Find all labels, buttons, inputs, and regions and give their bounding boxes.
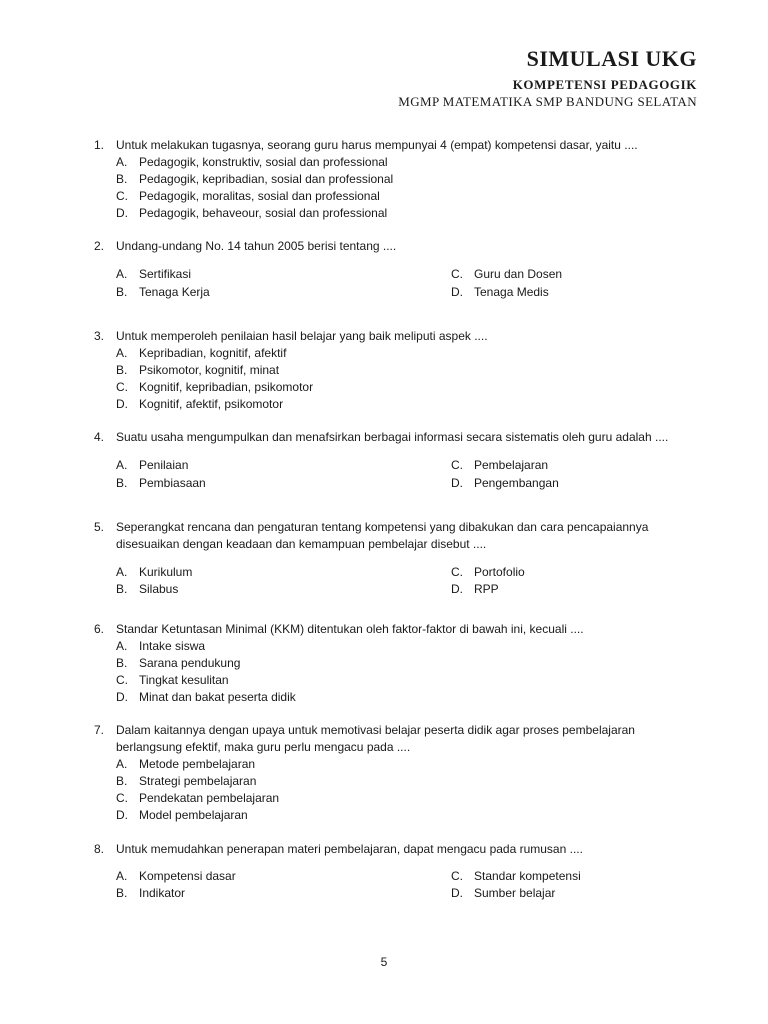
option-text: Minat dan bakat peserta didik [139,690,296,704]
option-letter: A. [116,757,128,771]
option-letter: D. [451,582,463,596]
option-text: Kompetensi dasar [139,869,236,883]
option-letter: C. [451,267,463,281]
option-text: Pedagogik, kepribadian, sosial dan professional [139,172,394,186]
option-letter: A. [116,639,128,653]
page-number: 5 [380,955,388,969]
option-letter: B. [116,886,128,900]
option-text: Kurikulum [139,565,193,579]
option-text: Sarana pendukung [139,656,241,670]
option-text: Pendekatan pembelajaran [139,791,280,805]
option-letter: B. [116,582,128,596]
question-text: Dalam kaitannya dengan upaya untuk memotivasi belajar peserta didik agar proses pembelajaran berlangsung efektif, maka guru perlu mengacu pada .... [116,723,635,754]
document-subtitle: KOMPETENSI PEDAGOGIK [512,77,697,92]
option-letter: C. [451,869,463,883]
question-text: Untuk memperoleh penilaian hasil belajar yang baik meliputi aspek .... [116,329,488,343]
question-number: 5. [94,520,105,534]
option-text: Strategi pembelajaran [139,774,257,788]
question-text: Suatu usaha mengumpulkan dan menafsirkan berbagai informasi secara sistematis oleh guru adalah .... [116,430,669,444]
option-letter: B. [116,476,128,490]
option-letter: B. [116,285,128,299]
option-letter: B. [116,656,128,670]
option-letter: C. [451,458,463,472]
option-letter: C. [451,565,463,579]
option-letter: C. [116,189,128,203]
option-letter: B. [116,172,128,186]
document-title: SIMULASI UKG [526,46,697,71]
option-text: Pedagogik, moralitas, sosial dan professional [139,189,380,203]
option-text: Guru dan Dosen [474,267,563,281]
option-letter: D. [116,690,128,704]
option-letter: C. [116,673,128,687]
organization-name: MGMP MATEMATIKA SMP BANDUNG SELATAN [398,94,697,109]
option-letter: D. [116,397,128,411]
option-letter: B. [116,363,128,377]
option-letter: D. [116,206,128,220]
question-number: 3. [94,329,105,343]
option-text: Kognitif, kepribadian, psikomotor [139,380,314,394]
option-text: Sertifikasi [139,267,192,281]
option-text: Pembelajaran [474,458,549,472]
option-text: Psikomotor, kognitif, minat [139,363,280,377]
option-text: Standar kompetensi [474,869,581,883]
question-text: Standar Ketuntasan Minimal (KKM) ditentukan oleh faktor-faktor di bawah ini, kecuali .... [116,622,584,636]
question-number: 8. [94,842,105,856]
option-text: Model pembelajaran [139,808,248,822]
option-text: Tenaga Medis [474,285,549,299]
option-letter: D. [451,476,463,490]
question-text: Undang-undang No. 14 tahun 2005 berisi tentang .... [116,239,397,253]
option-text: Metode pembelajaran [139,757,256,771]
document-header [398,46,697,110]
option-letter: C. [116,791,128,805]
option-text: Pedagogik, behaveour, sosial dan professional [139,206,388,220]
question-number: 4. [94,430,105,444]
option-text: Kognitif, afektif, psikomotor [139,397,284,411]
question-number: 2. [94,239,105,253]
option-letter: A. [116,346,128,360]
option-letter: D. [451,285,463,299]
option-text: Silabus [139,582,179,596]
option-letter: B. [116,774,128,788]
question-number: 1. [94,138,105,152]
option-text: Pembiasaan [139,476,206,490]
option-text: Indikator [139,886,186,900]
question-text: Untuk melakukan tugasnya, seorang guru harus mempunyai 4 (empat) kompetensi dasar, yaitu .... [116,138,638,152]
option-text: Pedagogik, konstruktiv, sosial dan professional [139,155,388,169]
option-text: Kepribadian, kognitif, afektif [139,346,287,360]
option-letter: D. [116,808,128,822]
question-text: Untuk memudahkan penerapan materi pembelajaran, dapat mengacu pada rumusan .... [116,842,583,856]
option-letter: D. [451,886,463,900]
option-letter: A. [116,267,128,281]
question-number: 7. [94,723,105,737]
option-text: Intake siswa [139,639,206,653]
option-text: Tingkat kesulitan [139,673,229,687]
option-text: Pengembangan [474,476,559,490]
option-text: Tenaga Kerja [139,285,210,299]
question-text: Seperangkat rencana dan pengaturan tentang kompetensi yang dibakukan dan cara pencapaiannya disesuaikan dengan keadaan dan kemampuan pembelajar disebut .... [116,520,649,551]
option-text: Penilaian [139,458,189,472]
option-letter: A. [116,458,128,472]
question-number: 6. [94,622,105,636]
option-letter: A. [116,155,128,169]
option-letter: A. [116,565,128,579]
option-text: Portofolio [474,565,525,579]
option-letter: A. [116,869,128,883]
option-text: RPP [474,582,499,596]
option-text: Sumber belajar [474,886,556,900]
option-letter: C. [116,380,128,394]
